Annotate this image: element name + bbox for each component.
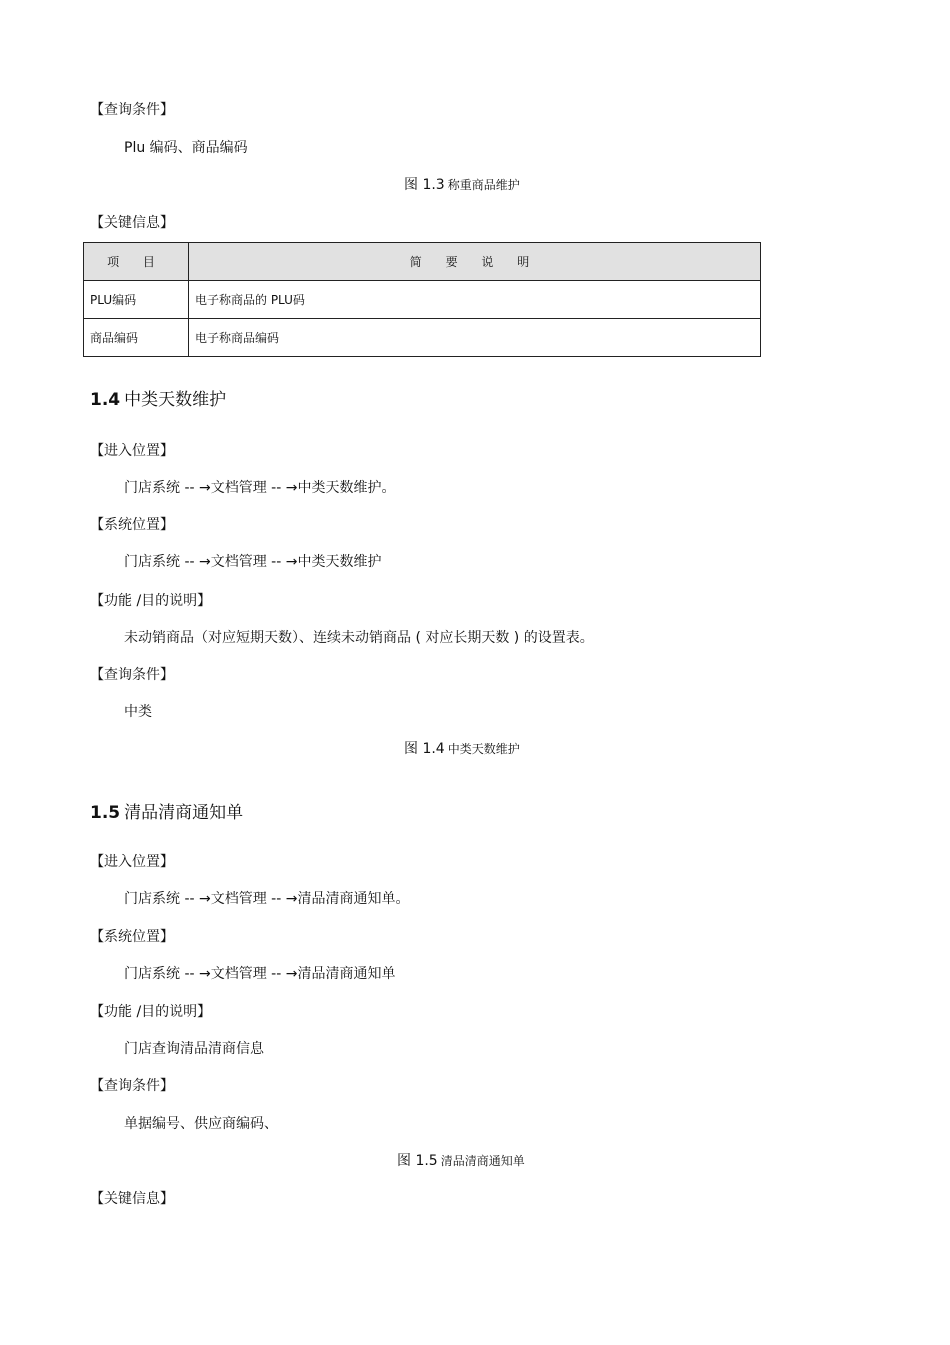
system-location-label: 【系统位置】 bbox=[90, 517, 174, 533]
entry-location-label: 【进入位置】 bbox=[90, 854, 174, 870]
key-info-label: 【关键信息】 bbox=[90, 215, 174, 231]
entry-location-label: 【进入位置】 bbox=[90, 443, 174, 459]
table-row bbox=[84, 319, 761, 357]
table-cell: PLU编码 bbox=[84, 281, 189, 319]
table-cell: 电子称商品的 PLU码 bbox=[189, 281, 761, 319]
query-conditions-text: 单据编号、供应商编码、 bbox=[124, 1116, 278, 1132]
table-header-row bbox=[84, 243, 761, 281]
figure-label: 图 1.5 bbox=[397, 1153, 438, 1169]
section-heading-1-5 bbox=[90, 802, 243, 824]
query-conditions-label: 【查询条件】 bbox=[90, 1078, 174, 1094]
query-conditions-text: 中类 bbox=[124, 704, 152, 720]
section-title: 中类天数维护 bbox=[124, 390, 227, 410]
figure-title: 清品清商通知单 bbox=[440, 1154, 525, 1168]
figure-title: 称重商品维护 bbox=[447, 178, 520, 192]
key-info-label: 【关键信息】 bbox=[90, 1191, 174, 1207]
purpose-label: 【功能 /目的说明】 bbox=[90, 1004, 212, 1020]
section-title: 清品清商通知单 bbox=[124, 803, 244, 823]
query-conditions-label: 【查询条件】 bbox=[90, 102, 174, 118]
key-info-table bbox=[83, 242, 761, 357]
purpose-label: 【功能 /目的说明】 bbox=[90, 593, 212, 609]
figure-caption-1-4 bbox=[404, 740, 520, 758]
figure-title: 中类天数维护 bbox=[447, 742, 520, 756]
system-location-text: 门店系统 -- →文档管理 -- →中类天数维护 bbox=[124, 554, 382, 570]
system-location-text: 门店系统 -- →文档管理 -- →清品清商通知单 bbox=[124, 966, 396, 982]
figure-caption-1-5 bbox=[397, 1152, 525, 1170]
table-header-item: 项 目 bbox=[84, 243, 189, 281]
table-row bbox=[84, 281, 761, 319]
section-number: 1.4 bbox=[90, 390, 121, 410]
entry-location-text: 门店系统 -- →文档管理 -- →中类天数维护。 bbox=[124, 480, 396, 496]
system-location-label: 【系统位置】 bbox=[90, 929, 174, 945]
table-cell: 电子称商品编码 bbox=[189, 319, 761, 357]
section-number: 1.5 bbox=[90, 803, 121, 823]
query-conditions-text: Plu 编码、商品编码 bbox=[124, 140, 248, 156]
query-conditions-label: 【查询条件】 bbox=[90, 667, 174, 683]
purpose-text: 门店查询清品清商信息 bbox=[124, 1041, 264, 1057]
section-heading-1-4 bbox=[90, 389, 226, 411]
table-header-description: 简 要 说 明 bbox=[189, 243, 761, 281]
figure-label: 图 1.3 bbox=[404, 177, 445, 193]
figure-label: 图 1.4 bbox=[404, 741, 445, 757]
table-cell: 商品编码 bbox=[84, 319, 189, 357]
purpose-text: 未动销商品（对应短期天数）、连续未动销商品 ( 对应长期天数 ) 的设置表。 bbox=[124, 630, 594, 646]
entry-location-text: 门店系统 -- →文档管理 -- →清品清商通知单。 bbox=[124, 891, 410, 907]
figure-caption-1-3 bbox=[404, 176, 520, 194]
